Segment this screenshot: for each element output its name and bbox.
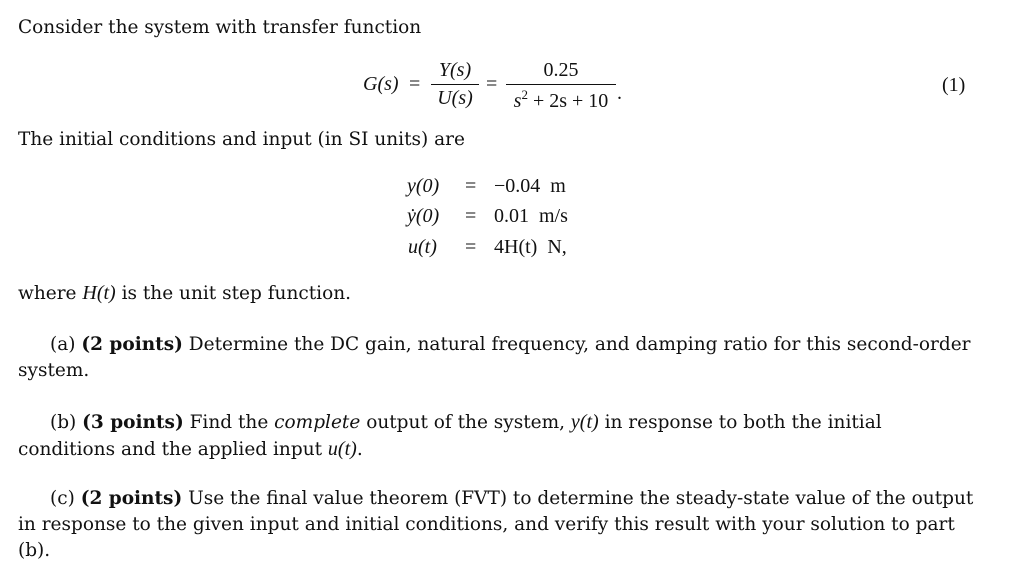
tf-numerator-2: 0.25	[543, 59, 579, 81]
part-a-label: (a)	[50, 334, 76, 355]
tf-period: .	[617, 82, 622, 104]
part-a-text: Determine the DC gain, natural frequency, and damping ratio for this second-order system.	[18, 334, 971, 381]
where-line	[18, 282, 351, 305]
condition-lhs-y0: y(0)	[407, 175, 440, 197]
part-b-emphasis: complete	[274, 412, 361, 433]
condition-lhs-ydot0: ẏ(0)	[407, 205, 440, 227]
condition-rhs-y0: −0.04 m	[494, 175, 566, 197]
condition-eq-y0: =	[465, 175, 477, 197]
tf-lhs: G(s)	[363, 73, 399, 95]
part-b-symbol-y: y(t)	[570, 411, 599, 433]
condition-eq-ut: =	[465, 236, 477, 258]
tf-fraction-bar-2	[506, 84, 616, 85]
part-b-label: (b)	[50, 412, 77, 433]
condition-rhs-ydot0: 0.01 m/s	[494, 205, 568, 227]
tf-denominator-2	[514, 88, 609, 111]
tf-equals-1: =	[409, 73, 421, 95]
condition-eq-ydot0: =	[465, 205, 477, 227]
where-post: is the unit step function.	[115, 283, 352, 304]
part-c-text: Use the final value theorem (FVT) to determine the steady-state value of the output in response to the given input and initial conditions, and verify this result with your solution to part (b).	[18, 488, 974, 561]
intro-text: Consider the system with transfer function	[18, 17, 422, 38]
condition-rhs-ut: 4H(t) N,	[494, 236, 567, 258]
part-a	[18, 332, 978, 384]
part-b	[18, 409, 978, 463]
tf-den-rest: + 2s + 10	[532, 90, 609, 113]
tf-fraction-1	[430, 60, 480, 108]
part-c-label: (c)	[50, 488, 75, 509]
part-c	[18, 486, 978, 564]
part-b-pre: Find the	[183, 412, 275, 433]
conditions-intro-text: The initial conditions and input (in SI units) are	[18, 129, 465, 150]
part-b-post: .	[356, 439, 363, 460]
equation-number: (1)	[942, 74, 966, 96]
tf-fraction-bar-1	[431, 84, 479, 85]
part-a-points: (2 points)	[81, 334, 183, 355]
where-symbol: H(t)	[82, 282, 116, 304]
tf-den-exponent: 2	[521, 87, 528, 103]
tf-fraction-2	[505, 60, 617, 111]
where-pre: where	[18, 283, 83, 304]
tf-denominator-1: U(s)	[437, 87, 473, 110]
tf-equals-2: =	[486, 73, 498, 95]
part-c-points: (2 points)	[80, 488, 183, 509]
part-b-mid2: in response to both the initial conditions and the applied input	[18, 412, 888, 460]
part-b-mid: output of the system,	[360, 412, 571, 433]
tf-numerator-1: Y(s)	[438, 59, 472, 81]
part-b-points: (3 points)	[82, 412, 184, 433]
tf-den-base: s	[513, 90, 522, 113]
condition-lhs-ut: u(t)	[408, 236, 437, 258]
part-b-symbol-u: u(t)	[327, 438, 357, 460]
